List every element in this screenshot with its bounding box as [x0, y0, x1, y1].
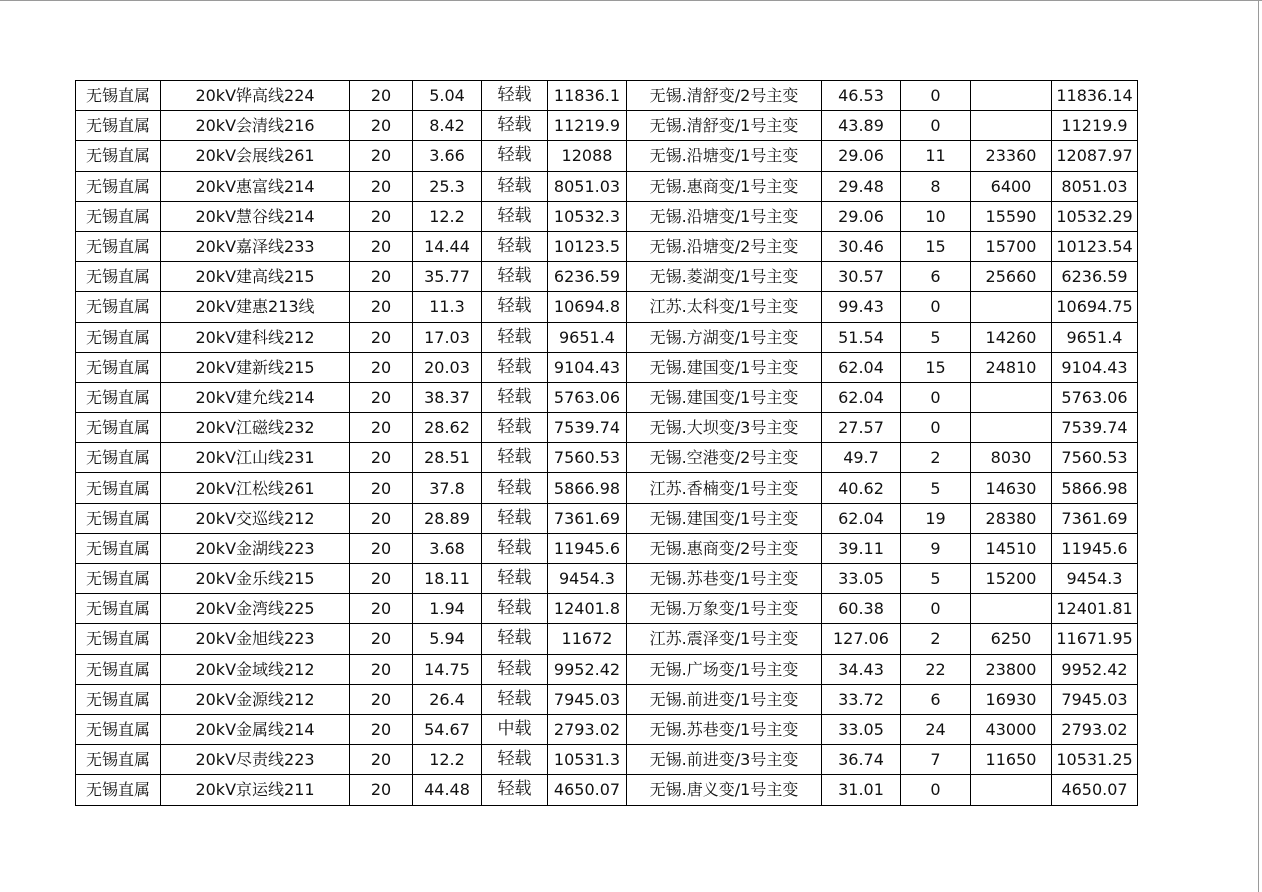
- total-capacity-cell: 23360: [971, 141, 1052, 171]
- load-rate-cell: 5.04: [413, 81, 482, 111]
- table-row: [76, 262, 1138, 292]
- line-name-cell: 20kV铧高线224: [161, 81, 350, 111]
- capacity-cell: 5763.06: [548, 382, 627, 412]
- load-rate-cell: 14.44: [413, 231, 482, 261]
- total-capacity-cell: [971, 413, 1052, 443]
- load-status-cell: 轻载: [482, 322, 548, 352]
- margin-cell: 10694.75: [1052, 292, 1138, 322]
- count-cell: 6: [901, 684, 971, 714]
- unit-cell: 无锡直属: [76, 654, 161, 684]
- transformer-rate-cell: 60.38: [822, 594, 901, 624]
- capacity-cell: 10532.3: [548, 201, 627, 231]
- load-status-cell: 轻载: [482, 81, 548, 111]
- margin-cell: 6236.59: [1052, 262, 1138, 292]
- line-name-cell: 20kV江磁线232: [161, 413, 350, 443]
- voltage-cell: 20: [350, 292, 413, 322]
- table-row: [76, 533, 1138, 563]
- transformer-cell: 江苏.太科变/1号主变: [627, 292, 822, 322]
- transformer-cell: 无锡.清舒变/2号主变: [627, 81, 822, 111]
- load-rate-cell: 28.89: [413, 503, 482, 533]
- transformer-rate-cell: 99.43: [822, 292, 901, 322]
- unit-cell: 无锡直属: [76, 352, 161, 382]
- capacity-cell: 7539.74: [548, 413, 627, 443]
- total-capacity-cell: [971, 81, 1052, 111]
- load-rate-cell: 37.8: [413, 473, 482, 503]
- transformer-rate-cell: 29.06: [822, 141, 901, 171]
- line-name-cell: 20kV建允线214: [161, 382, 350, 412]
- margin-cell: 10123.54: [1052, 231, 1138, 261]
- line-name-cell: 20kV金乐线215: [161, 564, 350, 594]
- line-name-cell: 20kV尽责线223: [161, 745, 350, 775]
- table-row: [76, 111, 1138, 141]
- load-status-cell: 轻载: [482, 382, 548, 412]
- feeder-load-table: [75, 80, 1138, 806]
- total-capacity-cell: 16930: [971, 684, 1052, 714]
- capacity-cell: 11672: [548, 624, 627, 654]
- line-name-cell: 20kV交巡线212: [161, 503, 350, 533]
- load-rate-cell: 11.3: [413, 292, 482, 322]
- margin-cell: 9104.43: [1052, 352, 1138, 382]
- capacity-cell: 9104.43: [548, 352, 627, 382]
- count-cell: 8: [901, 171, 971, 201]
- capacity-cell: 9454.3: [548, 564, 627, 594]
- load-status-cell: 轻载: [482, 564, 548, 594]
- total-capacity-cell: [971, 111, 1052, 141]
- load-rate-cell: 5.94: [413, 624, 482, 654]
- margin-cell: 9952.42: [1052, 654, 1138, 684]
- total-capacity-cell: 14630: [971, 473, 1052, 503]
- count-cell: 6: [901, 262, 971, 292]
- load-rate-cell: 8.42: [413, 111, 482, 141]
- transformer-rate-cell: 31.01: [822, 775, 901, 805]
- table-row: [76, 171, 1138, 201]
- voltage-cell: 20: [350, 382, 413, 412]
- unit-cell: 无锡直属: [76, 624, 161, 654]
- load-status-cell: 轻载: [482, 201, 548, 231]
- margin-cell: 11945.6: [1052, 533, 1138, 563]
- count-cell: 0: [901, 81, 971, 111]
- voltage-cell: 20: [350, 111, 413, 141]
- capacity-cell: 8051.03: [548, 171, 627, 201]
- unit-cell: 无锡直属: [76, 714, 161, 744]
- line-name-cell: 20kV会清线216: [161, 111, 350, 141]
- unit-cell: 无锡直属: [76, 111, 161, 141]
- voltage-cell: 20: [350, 473, 413, 503]
- total-capacity-cell: 14260: [971, 322, 1052, 352]
- transformer-cell: 无锡.唐义变/1号主变: [627, 775, 822, 805]
- capacity-cell: 6236.59: [548, 262, 627, 292]
- margin-cell: 9651.4: [1052, 322, 1138, 352]
- transformer-rate-cell: 127.06: [822, 624, 901, 654]
- capacity-cell: 7560.53: [548, 443, 627, 473]
- margin-cell: 8051.03: [1052, 171, 1138, 201]
- table-row: [76, 714, 1138, 744]
- load-status-cell: 轻载: [482, 443, 548, 473]
- unit-cell: 无锡直属: [76, 231, 161, 261]
- transformer-cell: 无锡.前进变/3号主变: [627, 745, 822, 775]
- total-capacity-cell: 6400: [971, 171, 1052, 201]
- transformer-rate-cell: 30.57: [822, 262, 901, 292]
- capacity-cell: 4650.07: [548, 775, 627, 805]
- total-capacity-cell: [971, 775, 1052, 805]
- table-row: [76, 684, 1138, 714]
- table-row: [76, 443, 1138, 473]
- transformer-rate-cell: 27.57: [822, 413, 901, 443]
- count-cell: 2: [901, 443, 971, 473]
- transformer-cell: 无锡.清舒变/1号主变: [627, 111, 822, 141]
- load-rate-cell: 20.03: [413, 352, 482, 382]
- unit-cell: 无锡直属: [76, 322, 161, 352]
- line-name-cell: 20kV京运线211: [161, 775, 350, 805]
- transformer-rate-cell: 29.48: [822, 171, 901, 201]
- voltage-cell: 20: [350, 775, 413, 805]
- margin-cell: 7539.74: [1052, 413, 1138, 443]
- total-capacity-cell: 28380: [971, 503, 1052, 533]
- voltage-cell: 20: [350, 564, 413, 594]
- table-row: [76, 564, 1138, 594]
- line-name-cell: 20kV惠富线214: [161, 171, 350, 201]
- table-row: [76, 745, 1138, 775]
- load-rate-cell: 28.62: [413, 413, 482, 443]
- table-row: [76, 473, 1138, 503]
- capacity-cell: 5866.98: [548, 473, 627, 503]
- transformer-rate-cell: 33.72: [822, 684, 901, 714]
- transformer-cell: 无锡.惠商变/1号主变: [627, 171, 822, 201]
- capacity-cell: 9651.4: [548, 322, 627, 352]
- capacity-cell: 12401.8: [548, 594, 627, 624]
- capacity-cell: 10123.5: [548, 231, 627, 261]
- unit-cell: 无锡直属: [76, 443, 161, 473]
- table-row: [76, 382, 1138, 412]
- transformer-cell: 江苏.震泽变/1号主变: [627, 624, 822, 654]
- count-cell: 19: [901, 503, 971, 533]
- load-status-cell: 轻载: [482, 292, 548, 322]
- transformer-rate-cell: 36.74: [822, 745, 901, 775]
- total-capacity-cell: 15700: [971, 231, 1052, 261]
- voltage-cell: 20: [350, 231, 413, 261]
- line-name-cell: 20kV嘉泽线233: [161, 231, 350, 261]
- transformer-cell: 无锡.空港变/2号主变: [627, 443, 822, 473]
- transformer-rate-cell: 29.06: [822, 201, 901, 231]
- total-capacity-cell: 43000: [971, 714, 1052, 744]
- total-capacity-cell: [971, 382, 1052, 412]
- count-cell: 0: [901, 292, 971, 322]
- count-cell: 15: [901, 231, 971, 261]
- page-top-border: [0, 0, 1262, 1]
- transformer-rate-cell: 40.62: [822, 473, 901, 503]
- table-row: [76, 352, 1138, 382]
- unit-cell: 无锡直属: [76, 413, 161, 443]
- transformer-cell: 无锡.沿塘变/2号主变: [627, 231, 822, 261]
- line-name-cell: 20kV会展线261: [161, 141, 350, 171]
- voltage-cell: 20: [350, 594, 413, 624]
- count-cell: 2: [901, 624, 971, 654]
- page-right-border: [1258, 0, 1259, 892]
- line-name-cell: 20kV金域线212: [161, 654, 350, 684]
- voltage-cell: 20: [350, 413, 413, 443]
- voltage-cell: 20: [350, 201, 413, 231]
- unit-cell: 无锡直属: [76, 262, 161, 292]
- table-row: [76, 624, 1138, 654]
- line-name-cell: 20kV金属线214: [161, 714, 350, 744]
- load-status-cell: 轻载: [482, 171, 548, 201]
- margin-cell: 7361.69: [1052, 503, 1138, 533]
- voltage-cell: 20: [350, 714, 413, 744]
- total-capacity-cell: 15590: [971, 201, 1052, 231]
- unit-cell: 无锡直属: [76, 564, 161, 594]
- load-status-cell: 轻载: [482, 684, 548, 714]
- load-rate-cell: 38.37: [413, 382, 482, 412]
- transformer-rate-cell: 62.04: [822, 352, 901, 382]
- count-cell: 22: [901, 654, 971, 684]
- capacity-cell: 10694.8: [548, 292, 627, 322]
- load-rate-cell: 14.75: [413, 654, 482, 684]
- transformer-cell: 无锡.大坝变/3号主变: [627, 413, 822, 443]
- load-rate-cell: 1.94: [413, 594, 482, 624]
- unit-cell: 无锡直属: [76, 141, 161, 171]
- load-rate-cell: 26.4: [413, 684, 482, 714]
- voltage-cell: 20: [350, 684, 413, 714]
- transformer-cell: 无锡.沿塘变/1号主变: [627, 141, 822, 171]
- load-status-cell: 轻载: [482, 352, 548, 382]
- total-capacity-cell: [971, 292, 1052, 322]
- transformer-cell: 无锡.苏巷变/1号主变: [627, 714, 822, 744]
- transformer-rate-cell: 46.53: [822, 81, 901, 111]
- transformer-cell: 无锡.苏巷变/1号主变: [627, 564, 822, 594]
- transformer-rate-cell: 33.05: [822, 714, 901, 744]
- total-capacity-cell: 25660: [971, 262, 1052, 292]
- transformer-cell: 无锡.建国变/1号主变: [627, 352, 822, 382]
- voltage-cell: 20: [350, 745, 413, 775]
- transformer-cell: 无锡.广场变/1号主变: [627, 654, 822, 684]
- voltage-cell: 20: [350, 171, 413, 201]
- unit-cell: 无锡直属: [76, 201, 161, 231]
- count-cell: 11: [901, 141, 971, 171]
- load-rate-cell: 3.66: [413, 141, 482, 171]
- load-status-cell: 轻载: [482, 231, 548, 261]
- transformer-rate-cell: 51.54: [822, 322, 901, 352]
- unit-cell: 无锡直属: [76, 503, 161, 533]
- load-rate-cell: 35.77: [413, 262, 482, 292]
- count-cell: 0: [901, 594, 971, 624]
- capacity-cell: 11219.9: [548, 111, 627, 141]
- transformer-cell: 无锡.沿塘变/1号主变: [627, 201, 822, 231]
- total-capacity-cell: 8030: [971, 443, 1052, 473]
- count-cell: 5: [901, 564, 971, 594]
- margin-cell: 11836.14: [1052, 81, 1138, 111]
- unit-cell: 无锡直属: [76, 594, 161, 624]
- total-capacity-cell: 14510: [971, 533, 1052, 563]
- load-status-cell: 轻载: [482, 533, 548, 563]
- capacity-cell: 12088: [548, 141, 627, 171]
- transformer-rate-cell: 39.11: [822, 533, 901, 563]
- load-status-cell: 轻载: [482, 775, 548, 805]
- line-name-cell: 20kV金湖线223: [161, 533, 350, 563]
- transformer-cell: 无锡.惠商变/2号主变: [627, 533, 822, 563]
- voltage-cell: 20: [350, 533, 413, 563]
- load-status-cell: 轻载: [482, 413, 548, 443]
- count-cell: 24: [901, 714, 971, 744]
- line-name-cell: 20kV金源线212: [161, 684, 350, 714]
- count-cell: 5: [901, 322, 971, 352]
- count-cell: 5: [901, 473, 971, 503]
- table-row: [76, 654, 1138, 684]
- capacity-cell: 9952.42: [548, 654, 627, 684]
- load-rate-cell: 3.68: [413, 533, 482, 563]
- transformer-rate-cell: 49.7: [822, 443, 901, 473]
- table-row: [76, 292, 1138, 322]
- capacity-cell: 11836.1: [548, 81, 627, 111]
- table-row: [76, 775, 1138, 805]
- margin-cell: 11671.95: [1052, 624, 1138, 654]
- load-rate-cell: 18.11: [413, 564, 482, 594]
- total-capacity-cell: 15200: [971, 564, 1052, 594]
- load-status-cell: 中载: [482, 714, 548, 744]
- margin-cell: 9454.3: [1052, 564, 1138, 594]
- margin-cell: 5763.06: [1052, 382, 1138, 412]
- capacity-cell: 2793.02: [548, 714, 627, 744]
- transformer-cell: 无锡.方湖变/1号主变: [627, 322, 822, 352]
- voltage-cell: 20: [350, 322, 413, 352]
- count-cell: 0: [901, 413, 971, 443]
- table-row: [76, 413, 1138, 443]
- count-cell: 7: [901, 745, 971, 775]
- total-capacity-cell: 24810: [971, 352, 1052, 382]
- table-row: [76, 231, 1138, 261]
- total-capacity-cell: 11650: [971, 745, 1052, 775]
- voltage-cell: 20: [350, 654, 413, 684]
- load-rate-cell: 12.2: [413, 745, 482, 775]
- voltage-cell: 20: [350, 443, 413, 473]
- margin-cell: 10532.29: [1052, 201, 1138, 231]
- transformer-rate-cell: 62.04: [822, 382, 901, 412]
- line-name-cell: 20kV江山线231: [161, 443, 350, 473]
- load-rate-cell: 28.51: [413, 443, 482, 473]
- unit-cell: 无锡直属: [76, 292, 161, 322]
- margin-cell: 11219.9: [1052, 111, 1138, 141]
- load-status-cell: 轻载: [482, 654, 548, 684]
- transformer-cell: 无锡.菱湖变/1号主变: [627, 262, 822, 292]
- margin-cell: 12401.81: [1052, 594, 1138, 624]
- voltage-cell: 20: [350, 503, 413, 533]
- table-row: [76, 322, 1138, 352]
- unit-cell: 无锡直属: [76, 171, 161, 201]
- voltage-cell: 20: [350, 352, 413, 382]
- margin-cell: 12087.97: [1052, 141, 1138, 171]
- voltage-cell: 20: [350, 624, 413, 654]
- line-name-cell: 20kV建惠213线: [161, 292, 350, 322]
- total-capacity-cell: [971, 594, 1052, 624]
- line-name-cell: 20kV建高线215: [161, 262, 350, 292]
- load-rate-cell: 44.48: [413, 775, 482, 805]
- load-status-cell: 轻载: [482, 745, 548, 775]
- capacity-cell: 11945.6: [548, 533, 627, 563]
- transformer-cell: 无锡.建国变/1号主变: [627, 503, 822, 533]
- unit-cell: 无锡直属: [76, 745, 161, 775]
- unit-cell: 无锡直属: [76, 684, 161, 714]
- line-name-cell: 20kV金湾线225: [161, 594, 350, 624]
- margin-cell: 10531.25: [1052, 745, 1138, 775]
- load-status-cell: 轻载: [482, 262, 548, 292]
- table-row: [76, 201, 1138, 231]
- transformer-rate-cell: 33.05: [822, 564, 901, 594]
- transformer-cell: 无锡.建国变/1号主变: [627, 382, 822, 412]
- total-capacity-cell: 6250: [971, 624, 1052, 654]
- transformer-rate-cell: 30.46: [822, 231, 901, 261]
- capacity-cell: 10531.3: [548, 745, 627, 775]
- margin-cell: 5866.98: [1052, 473, 1138, 503]
- table-row: [76, 594, 1138, 624]
- count-cell: 10: [901, 201, 971, 231]
- capacity-cell: 7945.03: [548, 684, 627, 714]
- margin-cell: 7560.53: [1052, 443, 1138, 473]
- count-cell: 0: [901, 775, 971, 805]
- margin-cell: 7945.03: [1052, 684, 1138, 714]
- transformer-cell: 无锡.前进变/1号主变: [627, 684, 822, 714]
- load-status-cell: 轻载: [482, 503, 548, 533]
- count-cell: 9: [901, 533, 971, 563]
- unit-cell: 无锡直属: [76, 473, 161, 503]
- voltage-cell: 20: [350, 141, 413, 171]
- transformer-rate-cell: 62.04: [822, 503, 901, 533]
- transformer-cell: 江苏.香楠变/1号主变: [627, 473, 822, 503]
- table-row: [76, 141, 1138, 171]
- total-capacity-cell: 23800: [971, 654, 1052, 684]
- load-rate-cell: 17.03: [413, 322, 482, 352]
- margin-cell: 2793.02: [1052, 714, 1138, 744]
- table-row: [76, 503, 1138, 533]
- load-rate-cell: 54.67: [413, 714, 482, 744]
- load-status-cell: 轻载: [482, 473, 548, 503]
- load-rate-cell: 25.3: [413, 171, 482, 201]
- count-cell: 0: [901, 382, 971, 412]
- voltage-cell: 20: [350, 81, 413, 111]
- transformer-cell: 无锡.万象变/1号主变: [627, 594, 822, 624]
- count-cell: 0: [901, 111, 971, 141]
- table-body: [76, 81, 1138, 806]
- load-rate-cell: 12.2: [413, 201, 482, 231]
- voltage-cell: 20: [350, 262, 413, 292]
- line-name-cell: 20kV慧谷线214: [161, 201, 350, 231]
- count-cell: 15: [901, 352, 971, 382]
- capacity-cell: 7361.69: [548, 503, 627, 533]
- transformer-rate-cell: 34.43: [822, 654, 901, 684]
- line-name-cell: 20kV江松线261: [161, 473, 350, 503]
- transformer-rate-cell: 43.89: [822, 111, 901, 141]
- load-status-cell: 轻载: [482, 141, 548, 171]
- unit-cell: 无锡直属: [76, 533, 161, 563]
- unit-cell: 无锡直属: [76, 382, 161, 412]
- table-row: [76, 81, 1138, 111]
- load-status-cell: 轻载: [482, 594, 548, 624]
- line-name-cell: 20kV建科线212: [161, 322, 350, 352]
- line-name-cell: 20kV金旭线223: [161, 624, 350, 654]
- load-status-cell: 轻载: [482, 111, 548, 141]
- margin-cell: 4650.07: [1052, 775, 1138, 805]
- unit-cell: 无锡直属: [76, 775, 161, 805]
- unit-cell: 无锡直属: [76, 81, 161, 111]
- line-name-cell: 20kV建新线215: [161, 352, 350, 382]
- load-status-cell: 轻载: [482, 624, 548, 654]
